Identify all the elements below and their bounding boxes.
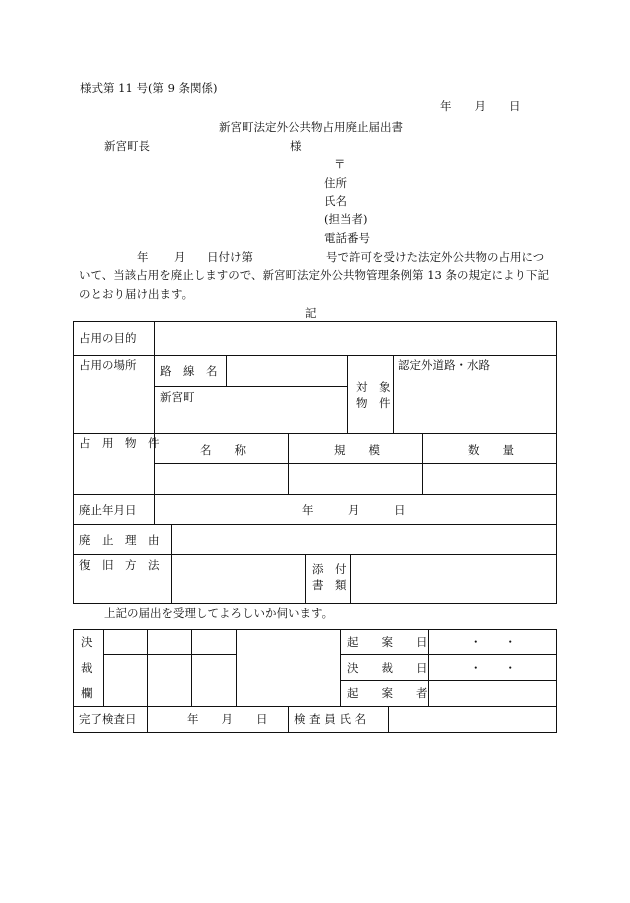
drafter-label: 起 案 者 (347, 686, 428, 700)
phone-label: 電話番号 (324, 231, 370, 245)
location-label: 占用の場所 (79, 358, 137, 372)
attach-label-2: 書 類 (312, 578, 347, 592)
addressee: 新宮町長 (104, 139, 150, 153)
attach-label-1: 添 付 (312, 562, 347, 576)
restore-method-label: 復 旧 方 法 (79, 558, 160, 572)
abolish-reason-label: 廃 止 理 由 (79, 533, 160, 547)
postal-mark: 〒 (334, 157, 346, 171)
col-quantity: 数 量 (468, 443, 514, 457)
col-scale: 規 模 (334, 443, 380, 457)
object-label-2: 物 件 (356, 396, 391, 410)
body-line3: のとおり届け出ます。 (79, 287, 194, 301)
route-name-label: 路 線 名 (160, 364, 218, 378)
body-line2: いて、当該占用を廃止しますので、新宮町法定外公共物管理条例第 13 条の規定により下記 (79, 268, 549, 282)
object-label-1: 対 象 (356, 380, 391, 394)
decision-date-label: 決 裁 日 (347, 661, 428, 675)
draft-date-label: 起 案 日 (347, 635, 428, 649)
completion-check-date-label: 完了検査日 (79, 712, 137, 726)
form-number: 様式第 11 号(第 9 条関係) (80, 81, 218, 95)
body-line1: 号で許可を受けた法定外公共物の占用につ (326, 250, 545, 264)
approval-note: 上記の届出を受理してよろしいか伺います。 (104, 606, 334, 620)
purpose-label: 占用の目的 (79, 331, 137, 345)
name-label: 氏名 (324, 194, 347, 208)
body-year: 年 (137, 250, 149, 264)
decision-label-1: 決 (81, 635, 93, 649)
object-value: 認定外道路・水路 (398, 358, 490, 372)
draft-date-dots: ・ ・ (470, 635, 516, 649)
decision-label-3: 欄 (81, 686, 93, 700)
completion-date-value: 年 月 日 (187, 712, 268, 726)
abolish-date-label: 廃止年月日 (79, 503, 137, 517)
occupancy-object-label: 占 用 物 件 (79, 436, 160, 450)
town-value: 新宮町 (160, 390, 195, 404)
page-title: 新宮町法定外公共物占用廃止届出書 (219, 120, 403, 134)
date-line: 年 月 日 (440, 99, 521, 113)
ki-heading: 記 (305, 306, 317, 320)
person-in-charge-label: (担当者) (324, 212, 368, 226)
address-label: 住所 (324, 176, 347, 190)
body-month: 月 (174, 250, 186, 264)
honorific: 様 (290, 139, 302, 153)
inspector-name-label: 検 査 員 氏 名 (294, 712, 367, 726)
abolish-date-value: 年 月 日 (302, 503, 406, 517)
decision-date-dots: ・ ・ (470, 661, 516, 675)
decision-label-2: 裁 (81, 661, 93, 675)
body-day: 日付け第 (207, 250, 253, 264)
col-name: 名 称 (200, 443, 246, 457)
